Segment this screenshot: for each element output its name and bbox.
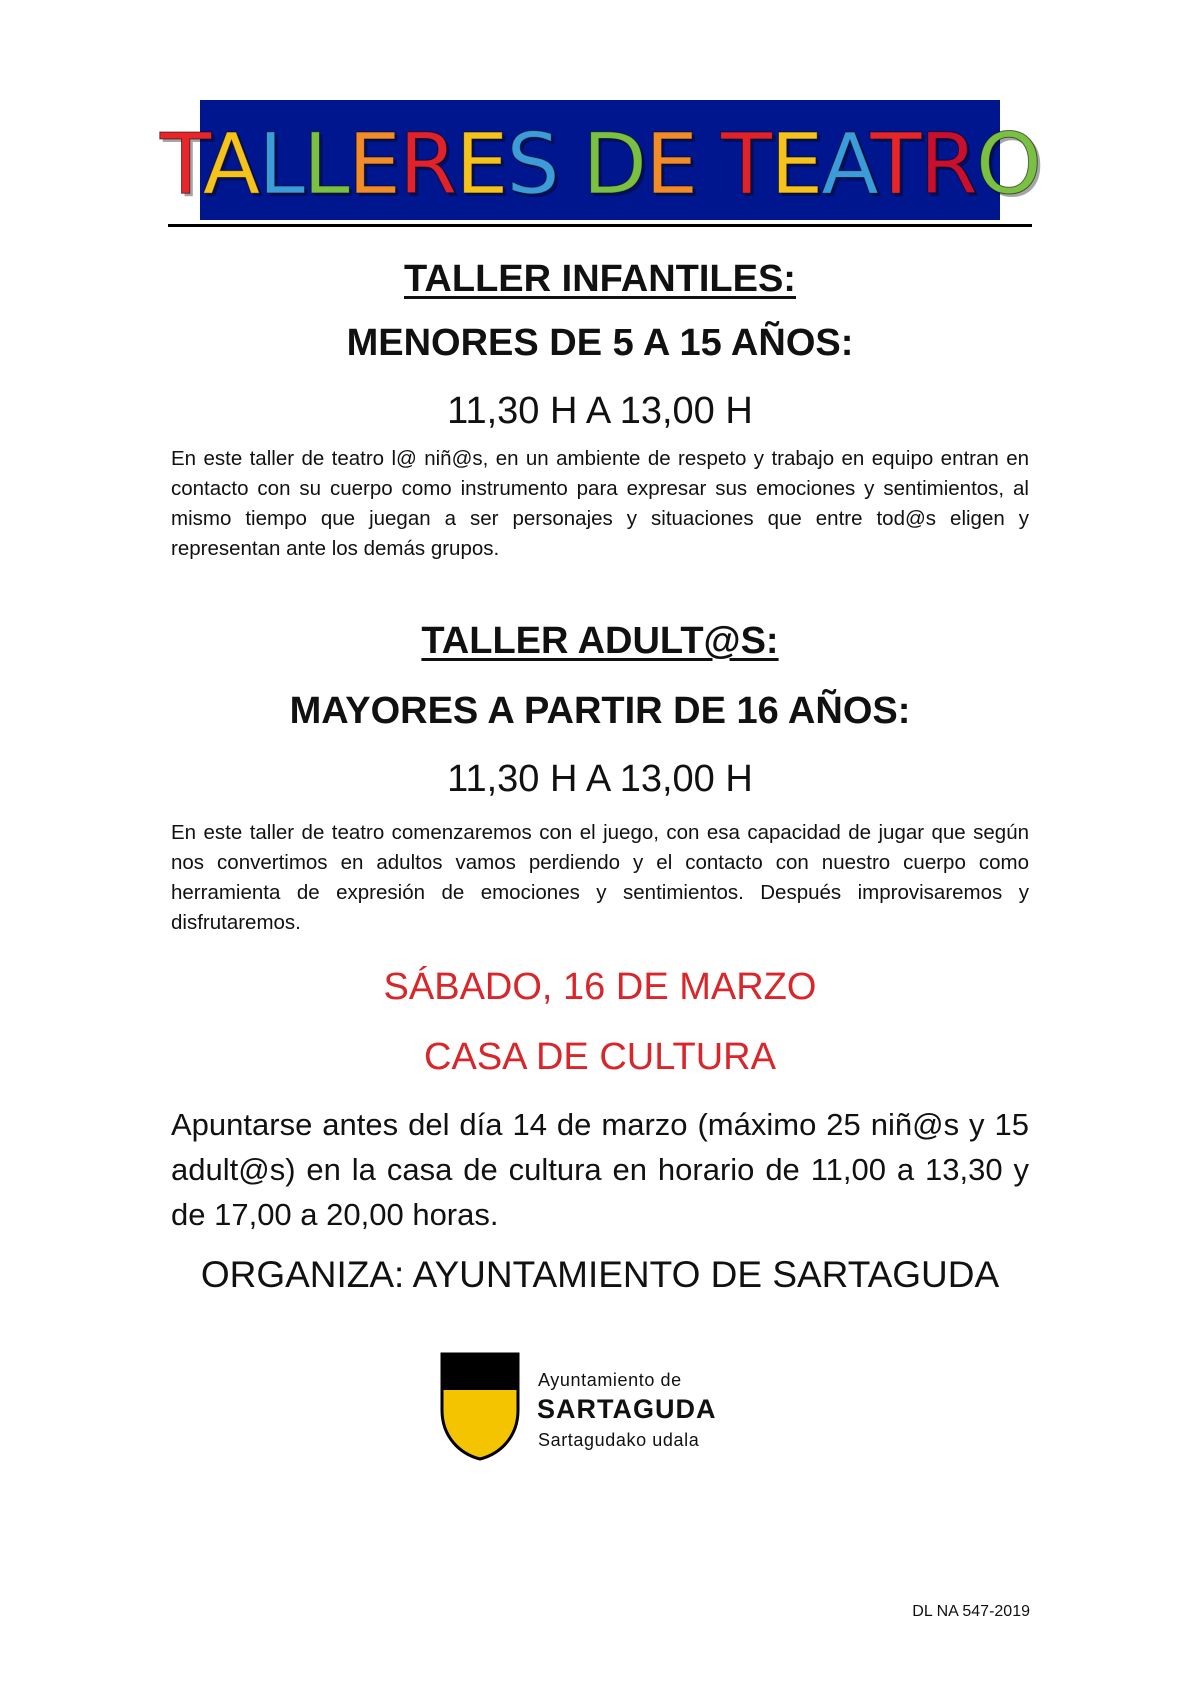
infantil-time: 11,30 H A 13,00 H — [447, 390, 753, 432]
banner-letter: E — [347, 115, 399, 213]
banner-letter — [558, 115, 583, 213]
logo-line1: Ayuntamiento de — [538, 1370, 682, 1390]
event-place: CASA DE CULTURA — [424, 1036, 776, 1078]
banner-letter: L — [258, 115, 304, 213]
event-date: SÁBADO, 16 DE MARZO — [383, 966, 817, 1008]
banner-letter: L — [303, 115, 348, 213]
banner-letter: A — [821, 115, 871, 213]
infantil-ages: MENORES DE 5 A 15 AÑOS: — [346, 322, 854, 364]
banner-letter: E — [770, 115, 822, 213]
infantil-heading: TALLER INFANTILES: — [404, 258, 796, 300]
banner-letter: T — [870, 115, 920, 213]
banner-letter: R — [398, 115, 456, 213]
banner-letter: E — [645, 115, 697, 213]
sartaguda-logo — [440, 1352, 740, 1462]
banner-letter: A — [202, 115, 259, 213]
banner-letter: E — [455, 115, 507, 213]
shield-icon — [440, 1352, 520, 1462]
banner-letter: D — [582, 115, 646, 213]
banner-letter: T — [720, 115, 771, 213]
logo-line3: Sartagudako udala — [538, 1430, 700, 1450]
banner-letter: T — [159, 115, 203, 213]
signup-text: Apuntarse antes del día 14 de marzo (máximo 25 niñ@s y 15 adult@s) en la casa de cultura en horario de 11,00 a 13,30 y de 17,00 a 20,00 horas. — [171, 1107, 1029, 1232]
logo-line2: SARTAGUDA — [537, 1394, 717, 1424]
banner-letter: O — [975, 115, 1041, 213]
banner-letter: R — [919, 115, 976, 213]
title-rule — [168, 224, 1032, 227]
adultos-time: 11,30 H A 13,00 H — [447, 758, 753, 800]
infantil-description: En este taller de teatro l@ niñ@s, en un ambiente de respeto y trabajo en equipo entran en contacto con su cuerpo como instrumento para expresar sus emociones y sentimientos, al mismo tiempo que juegan a ser personajes y situaciones que entre tod@s eligen y representan ante los demás grupos. — [171, 447, 1029, 560]
banner-title — [160, 115, 1040, 213]
adultos-description: En este taller de teatro comenzaremos con el juego, con esa capacidad de jugar que según nos convertimos en adultos vamos perdiendo y el contacto con nuestro cuerpo como herramienta de expresión de emociones y sentimientos. Después improvisaremos y disfrutaremos. — [171, 821, 1029, 934]
organiza-text: ORGANIZA: AYUNTAMIENTO DE SARTAGUDA — [200, 1254, 1000, 1295]
banner-letter: S — [506, 115, 558, 213]
adultos-heading: TALLER ADULT@S: — [421, 620, 779, 662]
title-banner — [159, 100, 1041, 220]
legal-deposit: DL NA 547-2019 — [912, 1603, 1030, 1620]
adultos-ages: MAYORES A PARTIR DE 16 AÑOS: — [289, 690, 911, 732]
banner-letter — [696, 115, 721, 213]
